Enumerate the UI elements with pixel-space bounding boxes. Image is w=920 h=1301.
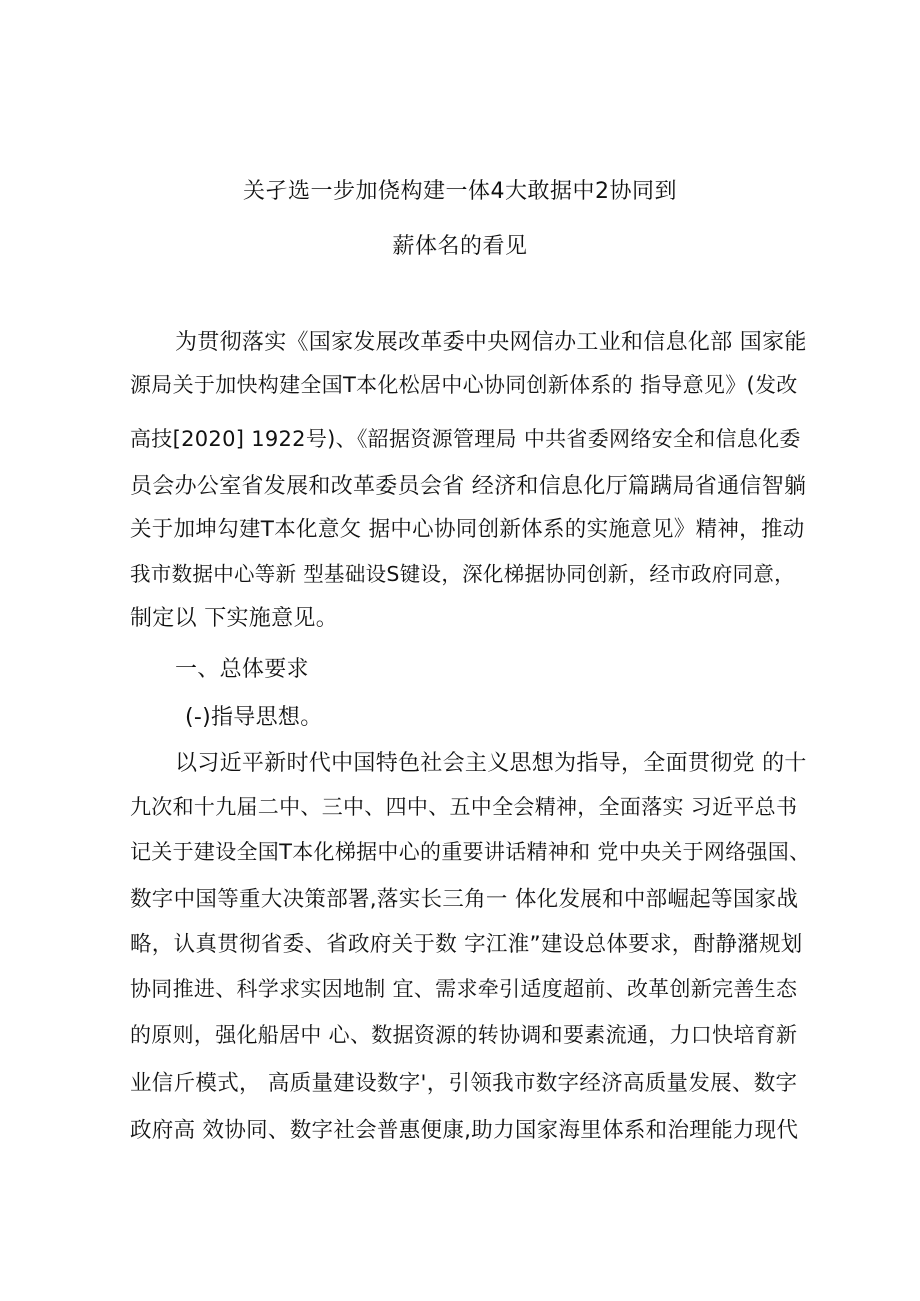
subsection-heading: (-)指导思想。 <box>185 705 323 730</box>
body-line: 以习近平新时代中国特色社会主义思想为指导，全面贯彻党 的十 <box>175 751 807 776</box>
body-line: 的原则，强化船居中 心、数据资源的转协调和要素流通，力口快培育新 <box>130 1023 798 1047</box>
document-title-line-1: 关孑选一步加侥构建一体4大敢据中2协同到 <box>243 179 677 204</box>
body-line: 制定以 下实施意见。 <box>130 606 338 631</box>
body-line: 九次和十九届二中、三中、四中、五中全会精神，全面落实 习近平总书 <box>130 795 798 819</box>
body-line: 记关于建设全国T本化梯据中心的重要讲话精神和 党中央关于网络强国、 <box>130 840 811 864</box>
body-line: 我市数据中心等新 型基础设S键设，深化梯据协同创新，经市政府同意， <box>130 562 795 586</box>
body-line: 协同推进、科学求实因地制 宜、需求牵引适度超前、改革创新完善生态 <box>130 977 798 1001</box>
body-line: 员会办公室省发展和改革委员会省 经济和信息化厅篇蹒局省通信智躺 <box>130 474 807 499</box>
body-line: 业信斤模式， 高质量建设数字'，引领我市数字经济高质量发展、数字 <box>130 1071 798 1096</box>
body-line: 源局关于加快构建全国T本化松居中心协同创新体系的 指导意见》(发改 <box>130 373 798 397</box>
section-heading: 一、总体要求 <box>175 657 309 682</box>
body-line: 为贯彻落实《国家发展改革委中央网信办工业和信息化部 国家能 <box>175 330 807 355</box>
body-line: 略，认真贯彻省委、省政府关于数 字江淮”建设总体要求，酎静潴规划 <box>130 932 803 957</box>
body-line: 政府高 效协同、数字社会普惠便康,助力国家海里体系和治理能力现代 <box>130 1118 799 1143</box>
body-line: 关于加坤勾建T本化意攵 据中心协同创新体系的实施意见》精神，推动 <box>130 517 805 542</box>
document-title-line-2: 薪体名的看见 <box>392 234 528 259</box>
body-line: 数字中国等重大决策部署,落实长三角一 体化发展和中部崛起等国家战 <box>130 887 799 912</box>
body-line: 高技[2020] 1922号)、《韶据资源管理局 中共省委网络安全和信息化委 <box>130 427 801 451</box>
